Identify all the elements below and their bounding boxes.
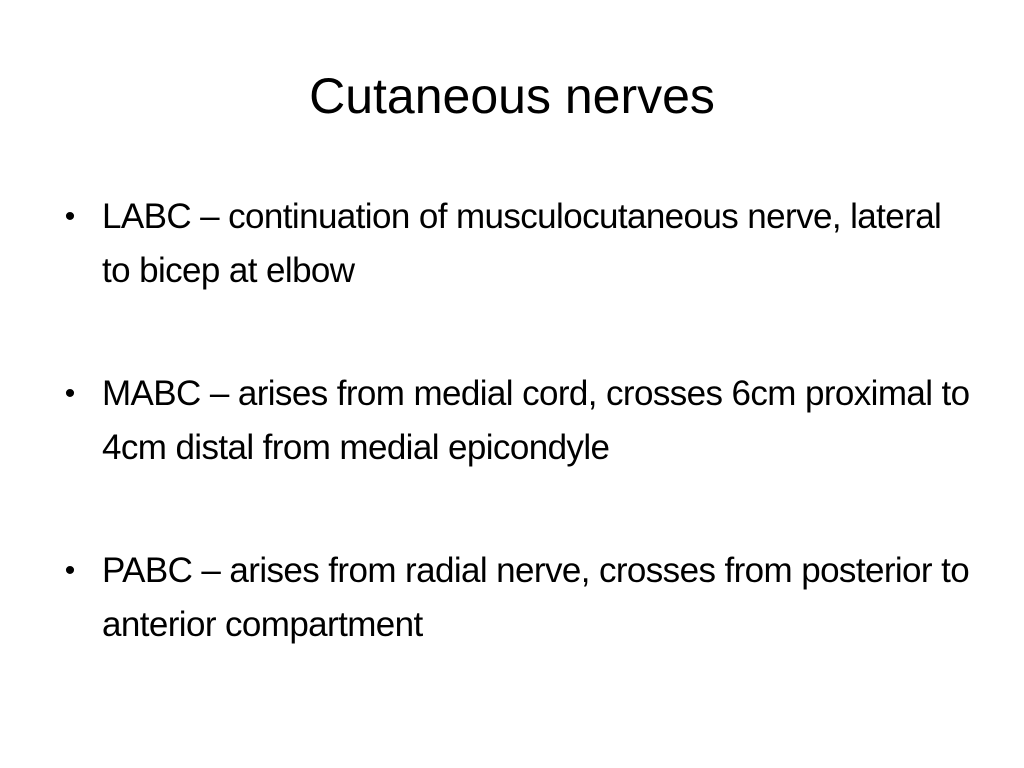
bullet-item-pabc xyxy=(56,544,976,652)
bullet-item-labc xyxy=(56,190,976,298)
slide-title: Cutaneous nerves xyxy=(309,68,715,124)
bullet-marker: • xyxy=(64,377,76,410)
bullet-marker: • xyxy=(64,200,76,233)
bullet-text: LABC – continuation of musculocutaneous nerve, lateral to bicep at elbow xyxy=(102,197,942,290)
bullet-marker: • xyxy=(64,554,76,587)
bullet-text: PABC – arises from radial nerve, crosses from posterior to anterior compartment xyxy=(102,551,970,644)
bullet-text: MABC – arises from medial cord, crosses 6cm proximal to 4cm distal from medial epicondyle xyxy=(102,374,970,467)
bullet-item-mabc xyxy=(56,367,976,475)
bullet-list xyxy=(56,190,976,721)
